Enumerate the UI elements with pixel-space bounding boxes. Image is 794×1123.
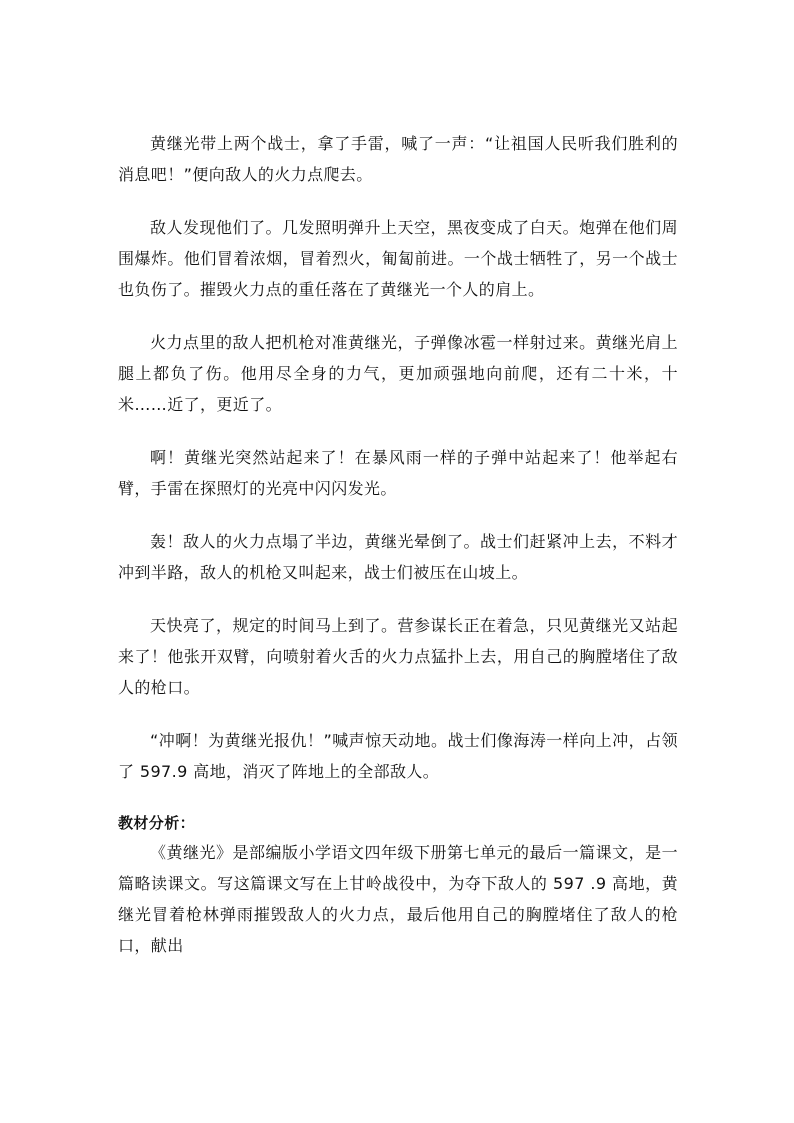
story-paragraph-1: 黄继光带上两个战士，拿了手雷，喊了一声：“让祖国人民听我们胜利的消息吧！”便向敌人的火力点爬去。 [118,134,678,184]
document-page [118,128,678,983]
story-paragraph-3: 火力点里的敌人把机枪对准黄继光，子弹像冰雹一样射过来。黄继光肩上腿上都负了伤。他用尽全身的力气，更加顽强地向前爬，还有二十米，十米……近了，更近了。 [118,333,678,414]
story-paragraph-7: “冲啊！为黄继光报仇！”喊声惊天动地。战士们像海涛一样向上冲，占领了 597.9 高地，消灭了阵地上的全部敌人。 [118,731,678,781]
analysis-paragraph: 《黄继光》是部编版小学语文四年级下册第七单元的最后一篇课文，是一篇略读课文。写这篇课文写在上甘岭战役中，为夺下敌人的 597 .9 高地，黄继光冒着枪林弹雨摧毁敌人的火力点，最后他用自己的胸膛堵住了敌人的枪口，献出 [118,843,678,955]
analysis-heading: 教材分析： [118,814,196,832]
story-paragraph-5: 轰！敌人的火力点塌了半边，黄继光晕倒了。战士们赶紧冲上去，不料才冲到半路，敌人的机枪又叫起来，战士们被压在山坡上。 [118,532,678,582]
story-paragraph-6: 天快亮了，规定的时间马上到了。营参谋长正在着急，只见黄继光又站起来了！他张开双臂，向喷射着火舌的火力点猛扑上去，用自己的胸膛堵住了敌人的枪口。 [118,616,678,697]
story-paragraph-4: 啊！黄继光突然站起来了！在暴风雨一样的子弹中站起来了！他举起右臂，手雷在探照灯的光亮中闪闪发光。 [118,448,678,498]
story-paragraph-2: 敌人发现他们了。几发照明弹升上天空，黑夜变成了白天。炮弹在他们周围爆炸。他们冒着浓烟，冒着烈火，匍匐前进。一个战士牺牲了，另一个战士也负伤了。摧毁火力点的重任落在了黄继光一个人的肩上。 [118,218,678,299]
